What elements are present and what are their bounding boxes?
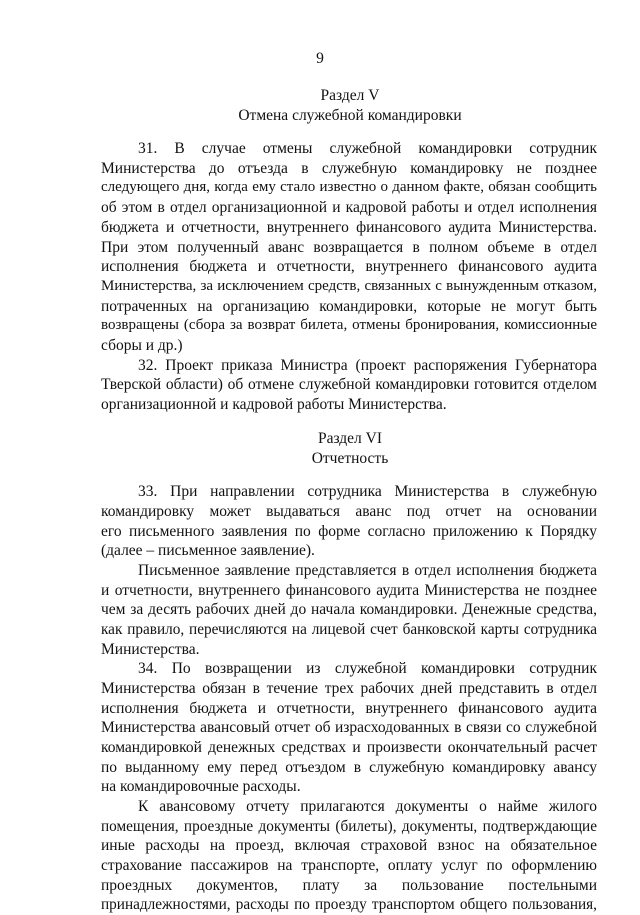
text-line: 33. При направлении сотрудника Министерства в служебную — [138, 483, 597, 500]
text-line: исполнения бюджета и отчетности, внутреннего финансового аудита — [101, 258, 597, 275]
text-line: К авансовому отчету прилагаются документы о найме жилого — [138, 798, 597, 815]
text-line: страхование пассажиров на транспорте, оплату услуг по оформлению — [101, 857, 597, 874]
text-line: его письменного заявления по форме согласно приложению к Порядку — [101, 523, 597, 540]
text-line: об этом в отдел организационной и кадровой работы и отдел исполнения — [101, 199, 597, 216]
text-line: командировку может выдаваться аванс под отчет на основании — [101, 503, 597, 520]
text-line: 32. Проект приказа Министра (проект распоряжения Губернатора — [138, 357, 597, 374]
text-line: 31. В случае отмены служебной командировки сотрудник — [138, 140, 597, 157]
text-line: потраченных на организацию командировки, которые не могут быть — [101, 298, 597, 315]
text-line: Министерства. — [101, 641, 200, 658]
text-line: командировкой денежных средствах и произвести окончательный расчет — [101, 739, 597, 756]
section-6-subtitle: Отчетность — [311, 450, 389, 467]
text-line: организационной и кадровой работы Министерства. — [101, 396, 447, 413]
text-line: сборы и др.) — [101, 337, 183, 354]
text-line: Министерства до отъезда в служебную командировку не позднее — [101, 160, 597, 177]
text-line: бюджета и отчетности, внутреннего финансового аудита Министерства. — [101, 219, 597, 236]
section-5-subtitle: Отмена служебной командировки — [238, 107, 462, 124]
text-line: и отчетности, внутреннего финансового аудита Министерства не позднее — [101, 582, 597, 599]
text-line: принадлежностями, расходы по проезду транспортом общего пользования, — [101, 896, 597, 913]
text-line: исполнения бюджета и отчетности, внутреннего финансового аудита — [101, 700, 597, 717]
text-line: Министерства, за исключением средств, связанных с вынужденным отказом, — [101, 278, 597, 294]
text-line: иные расходы на проезд, включая страховой взнос на обязательное — [101, 837, 597, 854]
page-number: 9 — [316, 50, 324, 67]
text-line: помещения, проездные документы (билеты), документы, подтверждающие — [101, 818, 597, 835]
section-5-title: Раздел V — [320, 87, 380, 104]
text-line: чем за десять рабочих дней до начала командировки. Денежные средства, — [101, 601, 597, 618]
text-line: (далее – письменное заявление). — [101, 542, 315, 559]
text-line: по выданному ему перед отъездом в служебную командировку авансу — [101, 759, 597, 776]
text-line: Тверской области) об отмене служебной командировки готовится отделом — [101, 376, 597, 393]
text-line: проездных документов, плату за пользование постельными — [101, 877, 597, 894]
text-line: Министерства обязан в течение трех рабочих дней представить в отдел — [101, 680, 597, 697]
section-6-title: Раздел VI — [317, 430, 383, 447]
text-line: При этом полученный аванс возвращается в полном объеме в отдел — [101, 239, 597, 256]
text-line: как правило, перечисляются на лицевой счет банковской карты сотрудника — [101, 621, 597, 638]
text-line: Письменное заявление представляется в отдел исполнения бюджета — [138, 562, 597, 579]
text-line: следующего дня, когда ему стало известно о данном факте, обязан сообщить — [101, 179, 597, 195]
text-line: возвращены (сбора за возврат билета, отмены бронирования, комиссионные — [101, 317, 597, 333]
text-line: Министерства авансовый отчет об израсходованных в связи со служебной — [101, 719, 597, 736]
text-line: на командировочные расходы. — [101, 778, 301, 795]
text-line: 34. По возвращении из служебной командировки сотрудник — [138, 660, 597, 677]
